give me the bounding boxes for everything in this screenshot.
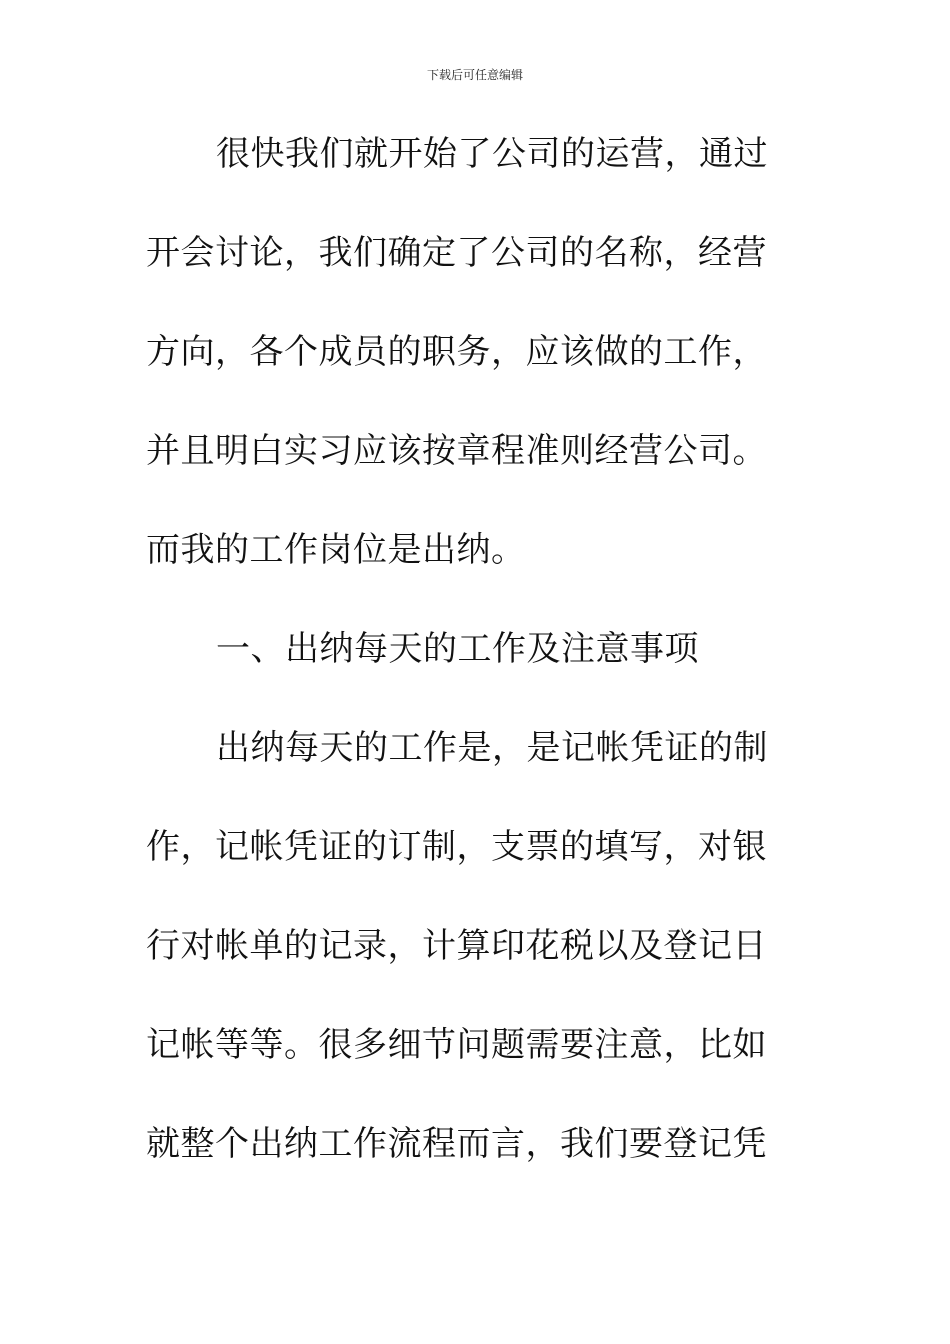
paragraph-1-line-5: 而我的工作岗位是出纳。 (146, 530, 526, 570)
paragraph-2-line-4: 记帐等等。很多细节问题需要注意，比如 (146, 1025, 767, 1065)
section-heading: 一、出纳每天的工作及注意事项 (216, 629, 699, 669)
paragraph-2-line-5: 就整个出纳工作流程而言，我们要登记凭 (146, 1124, 767, 1164)
paragraph-1-line-1: 很快我们就开始了公司的运营，通过 (216, 134, 768, 174)
paragraph-1-line-4: 并且明白实习应该按章程准则经营公司。 (146, 431, 767, 471)
paragraph-2-line-3: 行对帐单的记录，计算印花税以及登记日 (146, 926, 767, 966)
page-header-note: 下载后可任意编辑 (426, 68, 523, 82)
paragraph-1-line-2: 开会讨论，我们确定了公司的名称，经营 (146, 233, 767, 273)
paragraph-2-line-1: 出纳每天的工作是，是记帐凭证的制 (216, 728, 768, 768)
document-body (146, 124, 786, 1213)
paragraph-1-line-3: 方向，各个成员的职务，应该做的工作， (146, 332, 767, 372)
paragraph-2-line-2: 作，记帐凭证的订制，支票的填写，对银 (146, 827, 767, 867)
